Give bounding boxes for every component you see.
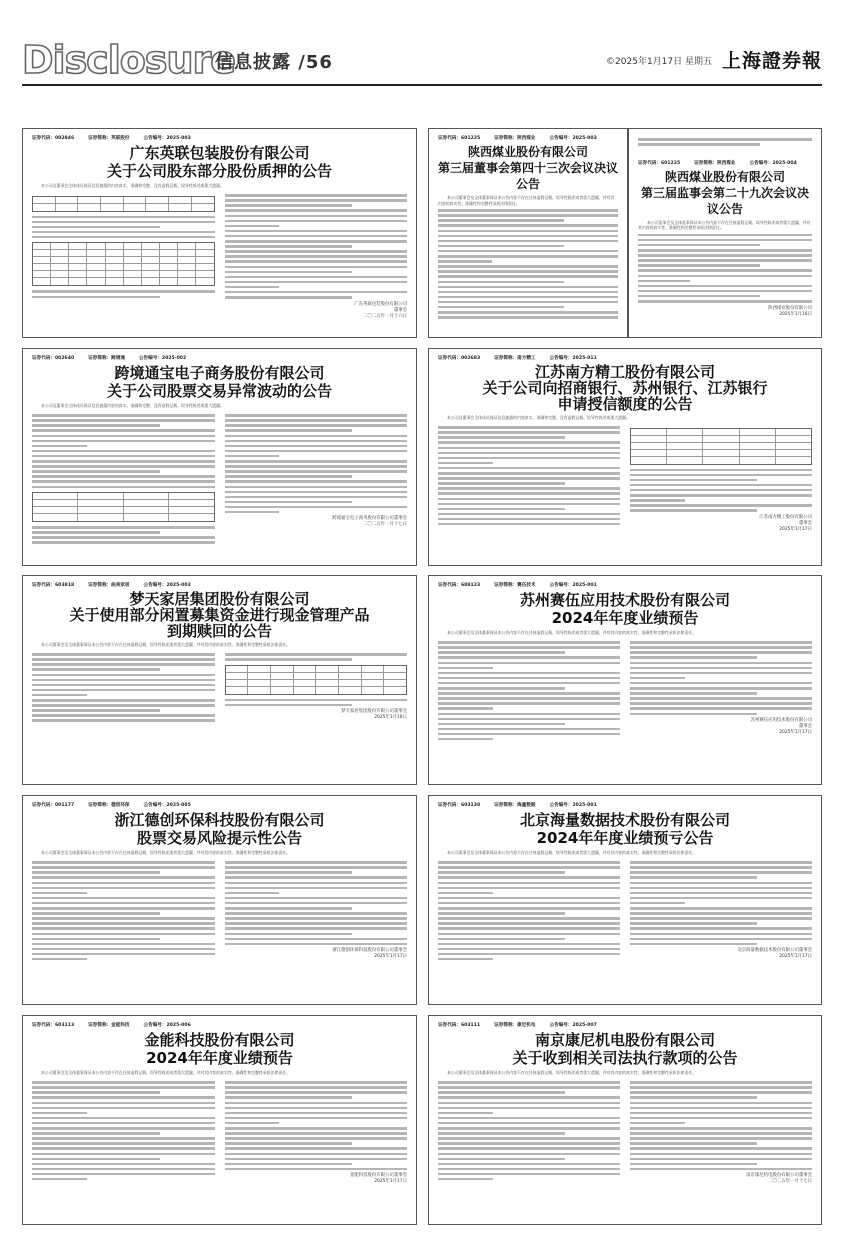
article-title: 跨境通宝电子商务股份有限公司 关于公司股票交易异常波动的公告 xyxy=(106,364,332,400)
article-title: 陕西煤业股份有限公司 第三届监事会第二十九次会议决议公告 xyxy=(640,169,809,216)
article-shaanxi-coal-board xyxy=(428,128,628,338)
article-shaanxi-coal-supervisory xyxy=(628,128,822,338)
article-signature: 广东英联包装股份有限公司 董事会 二〇二五年一月十六日 xyxy=(354,301,407,319)
article-intro: 本公司董事会及全体董事保证本公告内容不存在任何虚假记载、误导性陈述或者重大遗漏，并对其内容的真实性、准确性和完整性承担法律责任。 xyxy=(438,195,615,206)
newspaper-name: 上海證券報 xyxy=(721,50,822,72)
stock-code: 证券代码：002846 xyxy=(32,136,75,141)
article-intro: 本公司及董事会全体成员保证信息披露的内容真实、准确和完整，没有虚假记载、误导性陈述或重大遗漏。 xyxy=(447,415,630,420)
article-codes: 证券代码：603113 证券简称：金能科技 公告编号：2025-006 xyxy=(32,1023,191,1028)
section-title: 信息披露 /56 xyxy=(215,52,333,73)
article-kuajingtong xyxy=(22,348,417,566)
article-title: 苏州赛伍应用技术股份有限公司 2024年年度业绩预告 xyxy=(519,591,730,627)
wealth-product-table xyxy=(225,665,408,695)
article-intro: 本公司董事会及全体董事保证本公告内容不存在任何虚假记载、误导性陈述或者重大遗漏，并对其内容的真实性、准确性和完整性承担法律责任。 xyxy=(447,1070,696,1075)
article-nanfang-jinggong xyxy=(428,348,822,566)
issue-date: ©2025年1月17日 星期五 xyxy=(606,57,712,67)
article-signature: 南京康尼机电股份有限公司董事会 二〇二五年一月十七日 xyxy=(746,1173,812,1185)
article-codes: 证券代码：002640 证券简称：跨境通 公告编号：2025-002 xyxy=(32,356,187,361)
article-intro: 本公司董事会及全体董事保证本公告内容不存在任何虚假记载、误导性陈述或者重大遗漏，并对其内容的真实性、准确性和完整性承担法律责任。 xyxy=(447,850,696,855)
article-signature: 陕西煤业股份有限公司 2025年1月16日 xyxy=(768,305,812,317)
article-saiwu-tech xyxy=(428,575,822,785)
article-codes: 证券代码：688123 证券简称：赛伍技术 公告编号：2025-001 xyxy=(438,583,597,588)
article-intro: 本公司董事会及全体董事保证本公告内容不存在任何虚假记载、误导性陈述或者重大遗漏，并对其内容的真实性、准确性和完整性承担法律责任。 xyxy=(41,642,290,647)
article-title: 陕西煤业股份有限公司 第三届董事会第四十三次会议决议公告 xyxy=(438,145,619,191)
pledge-table xyxy=(32,196,215,212)
article-title: 梦天家居集团股份有限公司 关于使用部分闲置募集资金进行现金管理产品 到期赎回的公告 xyxy=(69,590,370,640)
article-mengtian-home xyxy=(22,575,417,785)
announcement-no: 公告编号：2025-003 xyxy=(143,136,191,141)
article-codes: 证券代码：001177 证券简称：德创环保 公告编号：2025-005 xyxy=(32,803,191,808)
article-signature: 跨境通宝电子商务股份有限公司董事会 二〇二五年一月十七日 xyxy=(332,516,407,528)
article-codes: 证券代码：002683 证券简称：南方精工 公告编号：2025-011 xyxy=(438,356,597,361)
article-codes: 证券代码：601225 证券简称：陕西煤业 公告编号：2025-003 xyxy=(438,136,597,141)
article-codes: 证券代码：603138 证券简称：海量数据 公告编号：2025-001 xyxy=(438,803,597,808)
article-kangni-electric xyxy=(428,1015,822,1225)
article-title: 广东英联包装股份有限公司 关于公司股东部分股份质押的公告 xyxy=(106,144,332,180)
disclosure-logo: Disclosure xyxy=(22,38,236,82)
article-codes: 证券代码：603111 证券简称：康尼机电 公告编号：2025-007 xyxy=(438,1023,597,1028)
article-signature: 浙江德创环保科技股份有限公司董事会 2025年1月17日 xyxy=(332,948,407,960)
header-rule xyxy=(22,84,822,86)
trading-table xyxy=(32,492,215,522)
article-intro: 本公司董事会及全体董事保证本公告内容不存在任何虚假记载、误导性陈述或者重大遗漏，并对其内容的真实性、准确性和完整性承担法律责任。 xyxy=(41,850,290,855)
article-yinglian xyxy=(22,128,417,338)
article-codes: 证券代码：601225 证券简称：陕西煤业 公告编号：2025-004 xyxy=(638,160,797,166)
credit-table xyxy=(630,428,812,465)
article-title: 浙江德创环保科技股份有限公司 股票交易风险提示性公告 xyxy=(114,811,325,847)
article-signature: 北京海量数据技术股份有限公司董事会 2025年1月17日 xyxy=(737,948,812,960)
article-signature: 苏州赛伍应用技术股份有限公司 董事会 2025年1月17日 xyxy=(750,718,812,735)
article-codes: 证券代码：603818 证券简称：曲美家居 公告编号：2025-003 xyxy=(32,583,191,588)
article-intro: 本公司监事会及全体监事保证本公告内容不存在任何虚假记载、误导性陈述或者重大遗漏，并对其内容的真实性、准确性和完整性承担法律责任。 xyxy=(638,219,811,231)
article-dechuang-env xyxy=(22,795,417,1005)
article-jinneng-tech xyxy=(22,1015,417,1225)
article-intro: 本公司及董事会全体成员保证信息披露的内容真实、准确和完整，没有虚假记载、误导性陈述或重大遗漏。 xyxy=(41,183,224,188)
article-intro: 本公司董事会及全体董事保证本公告内容不存在任何虚假记载、误导性陈述或者重大遗漏，并对其内容的真实性、准确性和完整性承担法律责任。 xyxy=(41,1070,290,1075)
article-intro: 本公司董事会及全体董事保证本公告内容不存在任何虚假记载、误导性陈述或者重大遗漏，并对其内容的真实性、准确性和完整性承担法律责任。 xyxy=(447,630,696,635)
article-title: 南京康尼机电股份有限公司 关于收到相关司法执行款项的公告 xyxy=(512,1031,738,1067)
article-intro: 本公司及董事会全体成员保证信息披露内容的真实、准确和完整，没有虚假记载、误导性陈述或重大遗漏。 xyxy=(41,403,224,408)
masthead xyxy=(22,40,822,80)
article-codes xyxy=(32,135,407,141)
shareholding-table xyxy=(32,242,215,286)
article-signature: 江苏南方精工股份有限公司 董事会 2025年1月17日 xyxy=(759,514,812,532)
article-title: 金能科技股份有限公司 2024年年度业绩预告 xyxy=(144,1031,295,1067)
article-signature: 梦天家居集团股份有限公司董事会 2025年1月16日 xyxy=(341,709,407,721)
article-signature: 金能科技股份有限公司董事会 2025年1月17日 xyxy=(349,1173,407,1185)
article-hailiang-data xyxy=(428,795,822,1005)
stock-abbr: 证券简称：英联股份 xyxy=(88,136,130,141)
article-title: 江苏南方精工股份有限公司 关于公司向招商银行、苏州银行、江苏银行 申请授信额度的公告 xyxy=(482,363,768,413)
article-title: 北京海量数据技术股份有限公司 2024年年度业绩预亏公告 xyxy=(519,811,730,847)
